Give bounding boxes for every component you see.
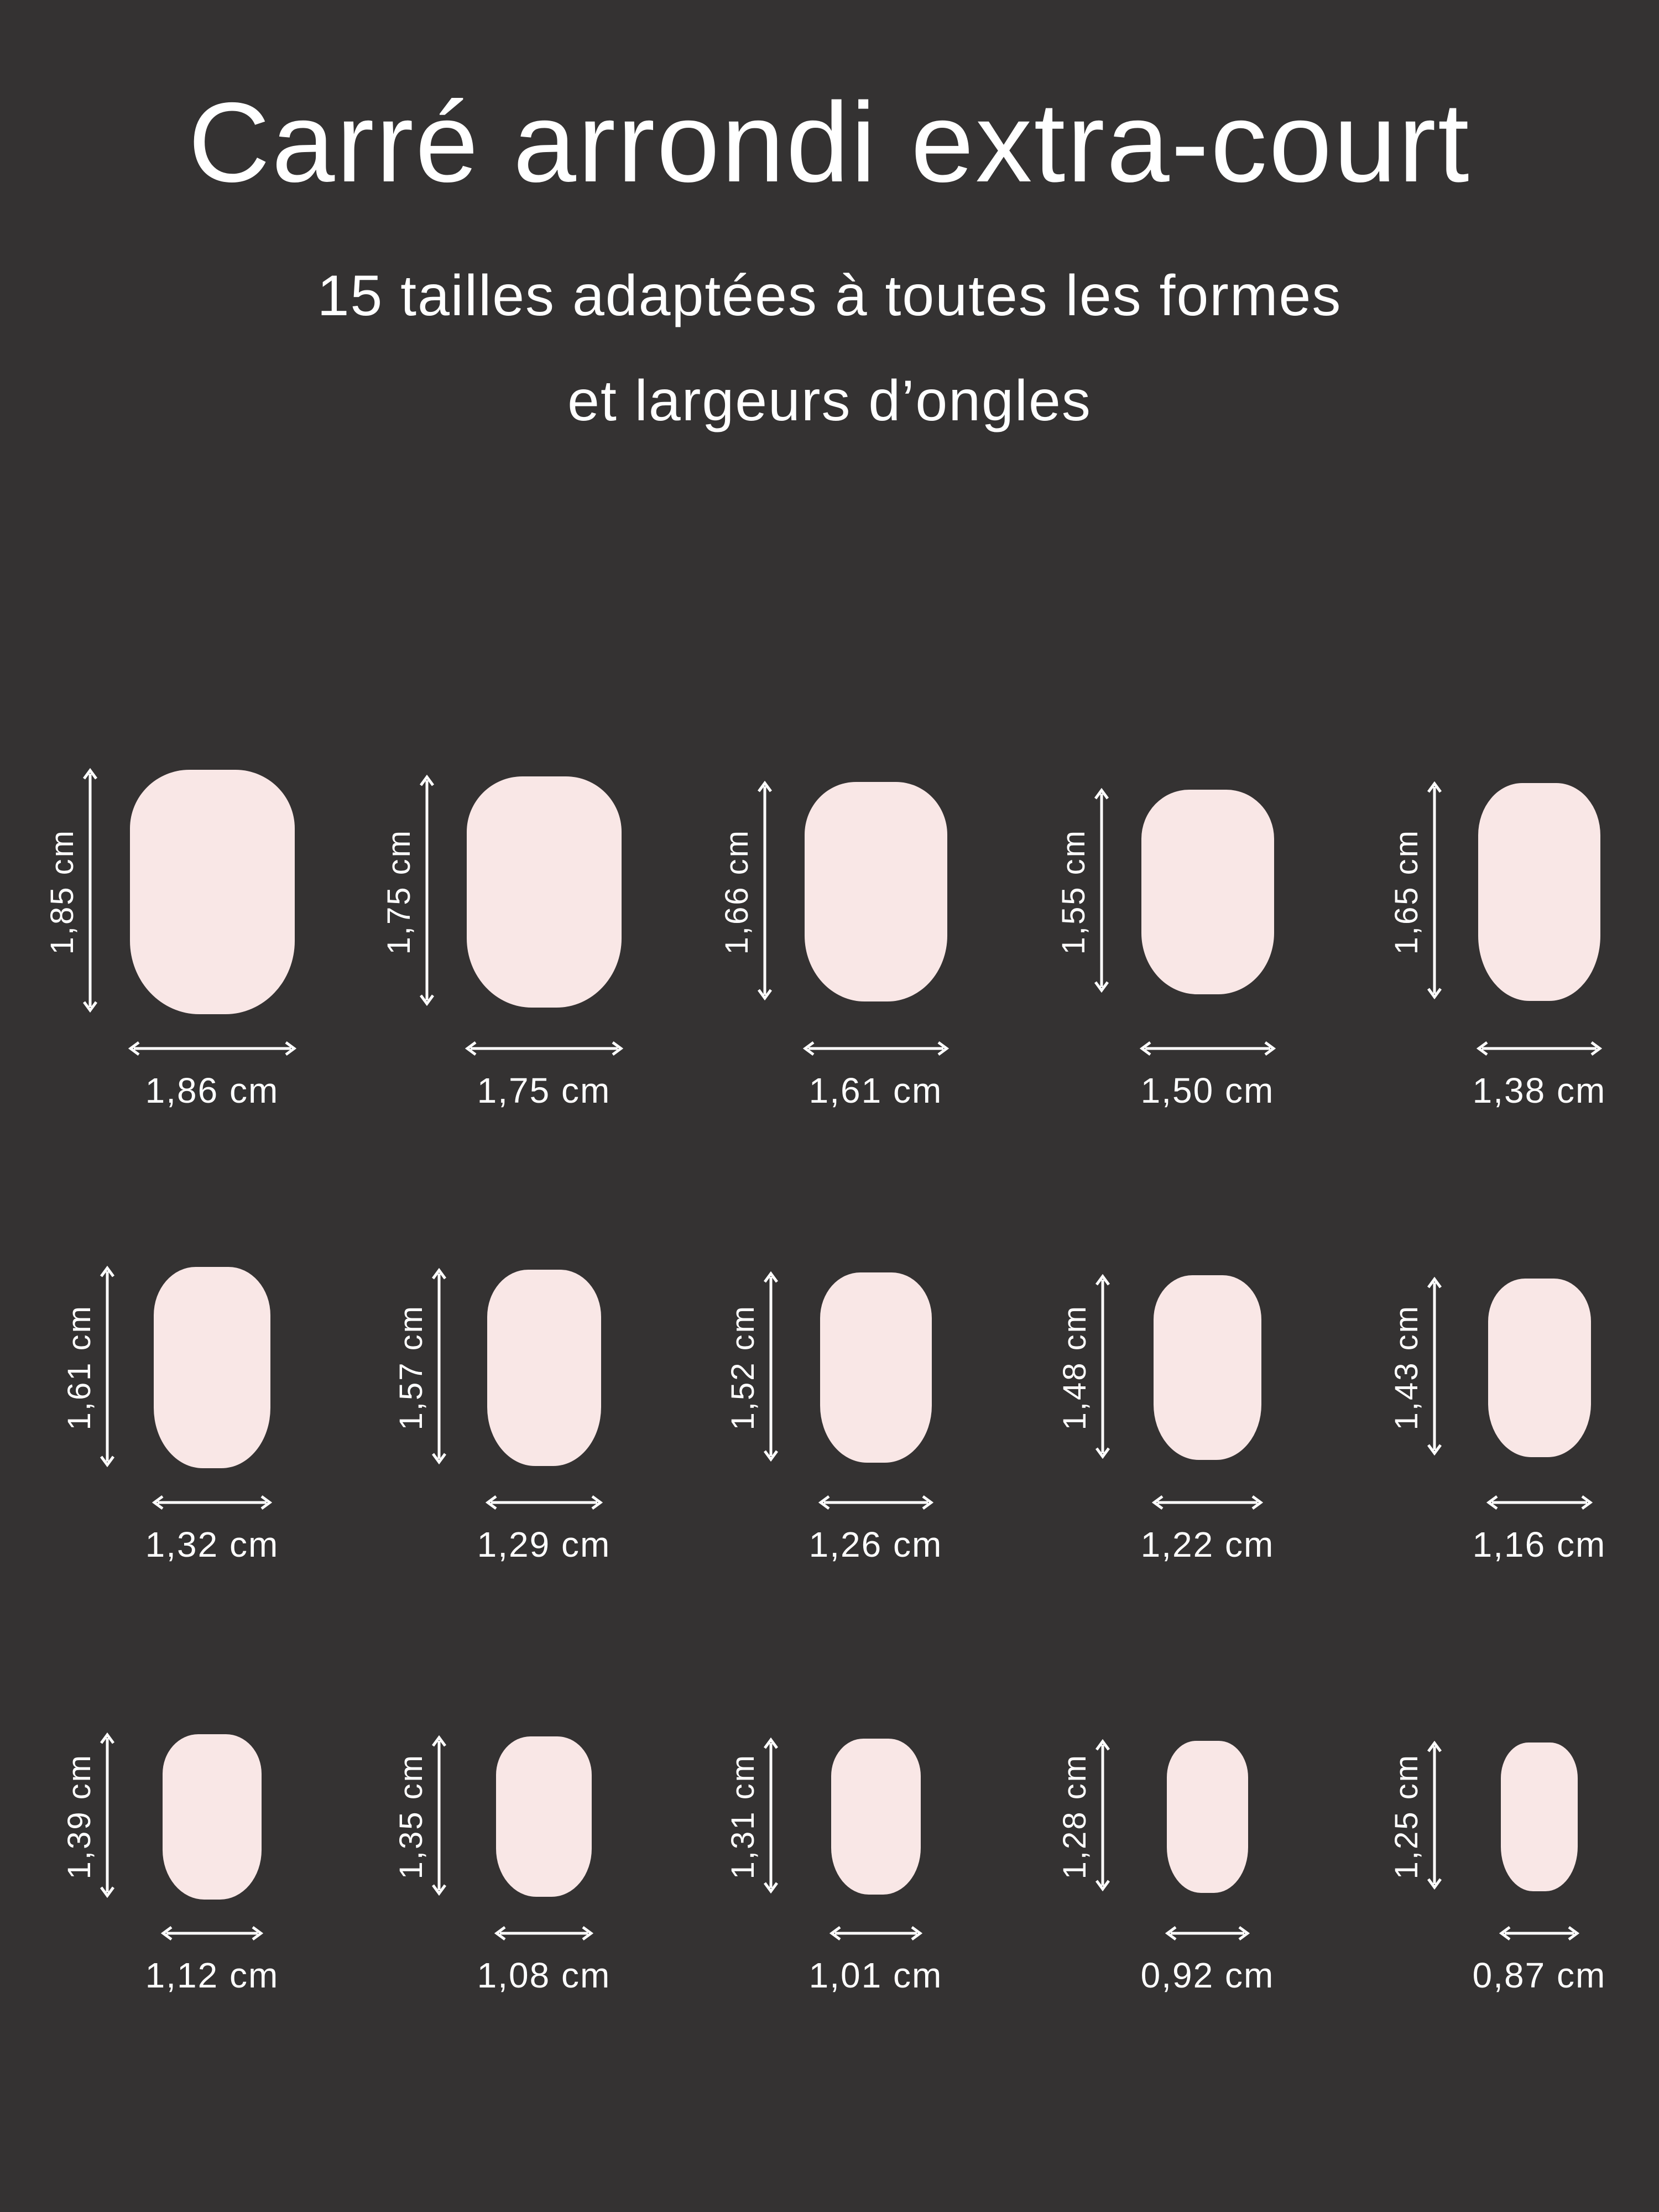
nail-size-cell bbox=[1327, 1700, 1659, 2115]
nail-shape bbox=[1167, 1741, 1248, 1893]
nail-shape bbox=[487, 1270, 601, 1466]
measure-group bbox=[717, 1734, 943, 1996]
width-label: 1,01 cm bbox=[808, 1955, 943, 1995]
height-label: 1,85 cm bbox=[44, 828, 80, 955]
measure-group bbox=[1380, 769, 1606, 1111]
nail-shape bbox=[130, 770, 295, 1014]
nail-size-cell bbox=[1327, 735, 1659, 1233]
height-label: 1,52 cm bbox=[724, 1305, 761, 1431]
height-measure bbox=[1048, 1734, 1112, 1900]
height-label: 1,48 cm bbox=[1056, 1305, 1093, 1431]
height-label: 1,43 cm bbox=[1388, 1305, 1425, 1431]
nail-size-cell bbox=[1327, 1233, 1659, 1700]
height-label: 1,65 cm bbox=[1388, 828, 1425, 955]
width-arrow-icon bbox=[803, 1039, 949, 1058]
nail-size-cell bbox=[995, 735, 1327, 1233]
nail-shape bbox=[1154, 1275, 1261, 1460]
nail-column bbox=[477, 1734, 611, 1996]
nail-shape bbox=[831, 1739, 921, 1895]
height-arrow-icon bbox=[1425, 781, 1444, 1002]
height-measure bbox=[1380, 1266, 1444, 1469]
nail-shape bbox=[154, 1267, 270, 1468]
height-measure bbox=[1380, 1734, 1444, 1900]
nail-size-cell bbox=[332, 1233, 664, 1700]
height-measure bbox=[1047, 769, 1111, 1015]
nail-column bbox=[1473, 1266, 1606, 1565]
nail-column bbox=[128, 769, 296, 1111]
nail-zone bbox=[1488, 1266, 1591, 1469]
nail-zone bbox=[1141, 769, 1274, 1015]
height-label: 1,66 cm bbox=[718, 828, 755, 955]
nail-column bbox=[1141, 1266, 1275, 1565]
nail-column bbox=[1140, 769, 1276, 1111]
measure-group bbox=[1048, 1266, 1275, 1565]
width-label: 1,75 cm bbox=[477, 1071, 611, 1110]
nail-size-cell bbox=[995, 1233, 1327, 1700]
height-label: 1,35 cm bbox=[393, 1754, 429, 1880]
width-arrow-icon bbox=[161, 1924, 263, 1943]
height-measure bbox=[1380, 769, 1444, 1015]
width-label: 1,50 cm bbox=[1140, 1071, 1275, 1110]
nail-column bbox=[809, 1266, 943, 1565]
size-grid bbox=[0, 735, 1659, 2115]
width-label: 1,38 cm bbox=[1472, 1071, 1606, 1110]
measure-group bbox=[1380, 1266, 1606, 1565]
measure-group bbox=[53, 1734, 279, 1996]
subtitle bbox=[0, 243, 1659, 453]
subtitle-line-2: et largeurs d’ongles bbox=[567, 369, 1092, 434]
nail-zone bbox=[496, 1734, 592, 1900]
nail-shape bbox=[163, 1734, 262, 1900]
nail-shape bbox=[467, 776, 622, 1008]
nail-column bbox=[803, 769, 949, 1111]
nail-zone bbox=[467, 769, 622, 1015]
nail-size-cell bbox=[664, 1700, 995, 2115]
nail-size-cell bbox=[332, 1700, 664, 2115]
nail-column bbox=[465, 769, 623, 1111]
height-arrow-icon bbox=[761, 1271, 780, 1464]
width-arrow-icon bbox=[128, 1039, 296, 1058]
nail-size-cell bbox=[0, 735, 332, 1233]
height-measure bbox=[1048, 1266, 1112, 1469]
nail-size-cell bbox=[0, 1700, 332, 2115]
width-label: 1,12 cm bbox=[145, 1955, 279, 1995]
nail-zone bbox=[1478, 769, 1600, 1015]
nail-size-cell bbox=[0, 1233, 332, 1700]
height-measure bbox=[717, 1266, 780, 1469]
nail-column bbox=[145, 1266, 279, 1565]
nail-column bbox=[1473, 1734, 1606, 1996]
height-label: 1,57 cm bbox=[393, 1305, 429, 1431]
nail-shape bbox=[1141, 790, 1274, 994]
height-arrow-icon bbox=[430, 1735, 448, 1898]
height-arrow-icon bbox=[1092, 788, 1111, 995]
nail-zone bbox=[487, 1266, 601, 1469]
subtitle-line-1: 15 tailles adaptées à toutes les formes bbox=[317, 264, 1342, 328]
height-measure bbox=[711, 769, 774, 1015]
height-measure bbox=[385, 1266, 448, 1469]
height-measure bbox=[385, 1734, 448, 1900]
nail-column bbox=[145, 1734, 279, 1996]
height-arrow-icon bbox=[755, 781, 774, 1003]
width-label: 1,08 cm bbox=[477, 1955, 611, 1995]
height-label: 1,25 cm bbox=[1388, 1754, 1425, 1880]
height-arrow-icon bbox=[418, 775, 436, 1009]
nail-shape bbox=[820, 1272, 932, 1463]
width-label: 0,92 cm bbox=[1140, 1955, 1275, 1995]
height-measure bbox=[373, 769, 436, 1015]
nail-shape bbox=[1488, 1279, 1591, 1457]
width-arrow-icon bbox=[818, 1493, 933, 1512]
width-label: 1,32 cm bbox=[145, 1525, 279, 1564]
height-arrow-icon bbox=[98, 1733, 117, 1901]
width-arrow-icon bbox=[1477, 1039, 1602, 1058]
height-arrow-icon bbox=[81, 768, 100, 1015]
height-arrow-icon bbox=[761, 1738, 780, 1896]
height-label: 1,55 cm bbox=[1055, 828, 1092, 955]
nail-size-cell bbox=[995, 1700, 1327, 2115]
nail-zone bbox=[154, 1266, 270, 1469]
measure-group bbox=[53, 1266, 279, 1565]
height-label: 1,31 cm bbox=[724, 1754, 761, 1880]
nail-size-cell bbox=[664, 735, 995, 1233]
nail-zone bbox=[163, 1734, 262, 1900]
height-arrow-icon bbox=[1425, 1277, 1444, 1458]
nail-column bbox=[1141, 1734, 1275, 1996]
width-arrow-icon bbox=[1499, 1924, 1579, 1943]
nail-zone bbox=[130, 769, 295, 1015]
height-measure bbox=[36, 769, 100, 1015]
height-label: 1,39 cm bbox=[61, 1754, 97, 1880]
measure-group bbox=[373, 769, 623, 1111]
width-label: 0,87 cm bbox=[1472, 1955, 1606, 1995]
height-label: 1,61 cm bbox=[61, 1305, 97, 1431]
nail-column bbox=[477, 1266, 611, 1565]
measure-group bbox=[36, 769, 296, 1111]
nail-size-cell bbox=[332, 735, 664, 1233]
measure-group bbox=[711, 769, 949, 1111]
width-arrow-icon bbox=[1152, 1493, 1263, 1512]
width-label: 1,29 cm bbox=[477, 1525, 611, 1564]
width-label: 1,22 cm bbox=[1140, 1525, 1275, 1564]
nail-size-cell bbox=[664, 1233, 995, 1700]
measure-group bbox=[1047, 769, 1276, 1111]
width-label: 1,26 cm bbox=[808, 1525, 943, 1564]
nail-column bbox=[809, 1734, 943, 1996]
height-arrow-icon bbox=[1093, 1274, 1112, 1462]
height-measure bbox=[53, 1266, 117, 1469]
nail-shape bbox=[496, 1736, 592, 1897]
nail-zone bbox=[805, 769, 947, 1015]
width-label: 1,86 cm bbox=[145, 1071, 279, 1110]
nail-zone bbox=[1167, 1734, 1248, 1900]
width-label: 1,16 cm bbox=[1472, 1525, 1606, 1564]
width-arrow-icon bbox=[1486, 1493, 1593, 1512]
width-arrow-icon bbox=[152, 1493, 272, 1512]
measure-group bbox=[385, 1734, 611, 1996]
width-arrow-icon bbox=[1165, 1924, 1250, 1943]
measure-group bbox=[385, 1266, 611, 1565]
width-arrow-icon bbox=[1140, 1039, 1276, 1058]
width-label: 1,61 cm bbox=[808, 1071, 943, 1110]
width-arrow-icon bbox=[465, 1039, 623, 1058]
height-measure bbox=[53, 1734, 117, 1900]
nail-zone bbox=[831, 1734, 921, 1900]
nail-shape bbox=[1501, 1743, 1578, 1891]
width-arrow-icon bbox=[486, 1493, 603, 1512]
measure-group bbox=[717, 1266, 943, 1565]
width-arrow-icon bbox=[830, 1924, 922, 1943]
height-arrow-icon bbox=[430, 1268, 448, 1467]
nail-zone bbox=[1501, 1734, 1578, 1900]
page-title: Carré arrondi extra-court bbox=[188, 79, 1471, 206]
nail-shape bbox=[1478, 783, 1600, 1001]
measure-group bbox=[1380, 1734, 1606, 1996]
height-arrow-icon bbox=[1425, 1741, 1444, 1892]
height-measure bbox=[717, 1734, 780, 1900]
width-arrow-icon bbox=[494, 1924, 593, 1943]
height-label: 1,28 cm bbox=[1056, 1754, 1093, 1880]
nail-zone bbox=[1154, 1266, 1261, 1469]
nail-zone bbox=[820, 1266, 932, 1469]
height-label: 1,75 cm bbox=[380, 828, 417, 955]
height-arrow-icon bbox=[1093, 1739, 1112, 1894]
height-arrow-icon bbox=[98, 1266, 117, 1470]
nail-column bbox=[1473, 769, 1606, 1111]
measure-group bbox=[1048, 1734, 1275, 1996]
nail-shape bbox=[805, 782, 947, 1001]
